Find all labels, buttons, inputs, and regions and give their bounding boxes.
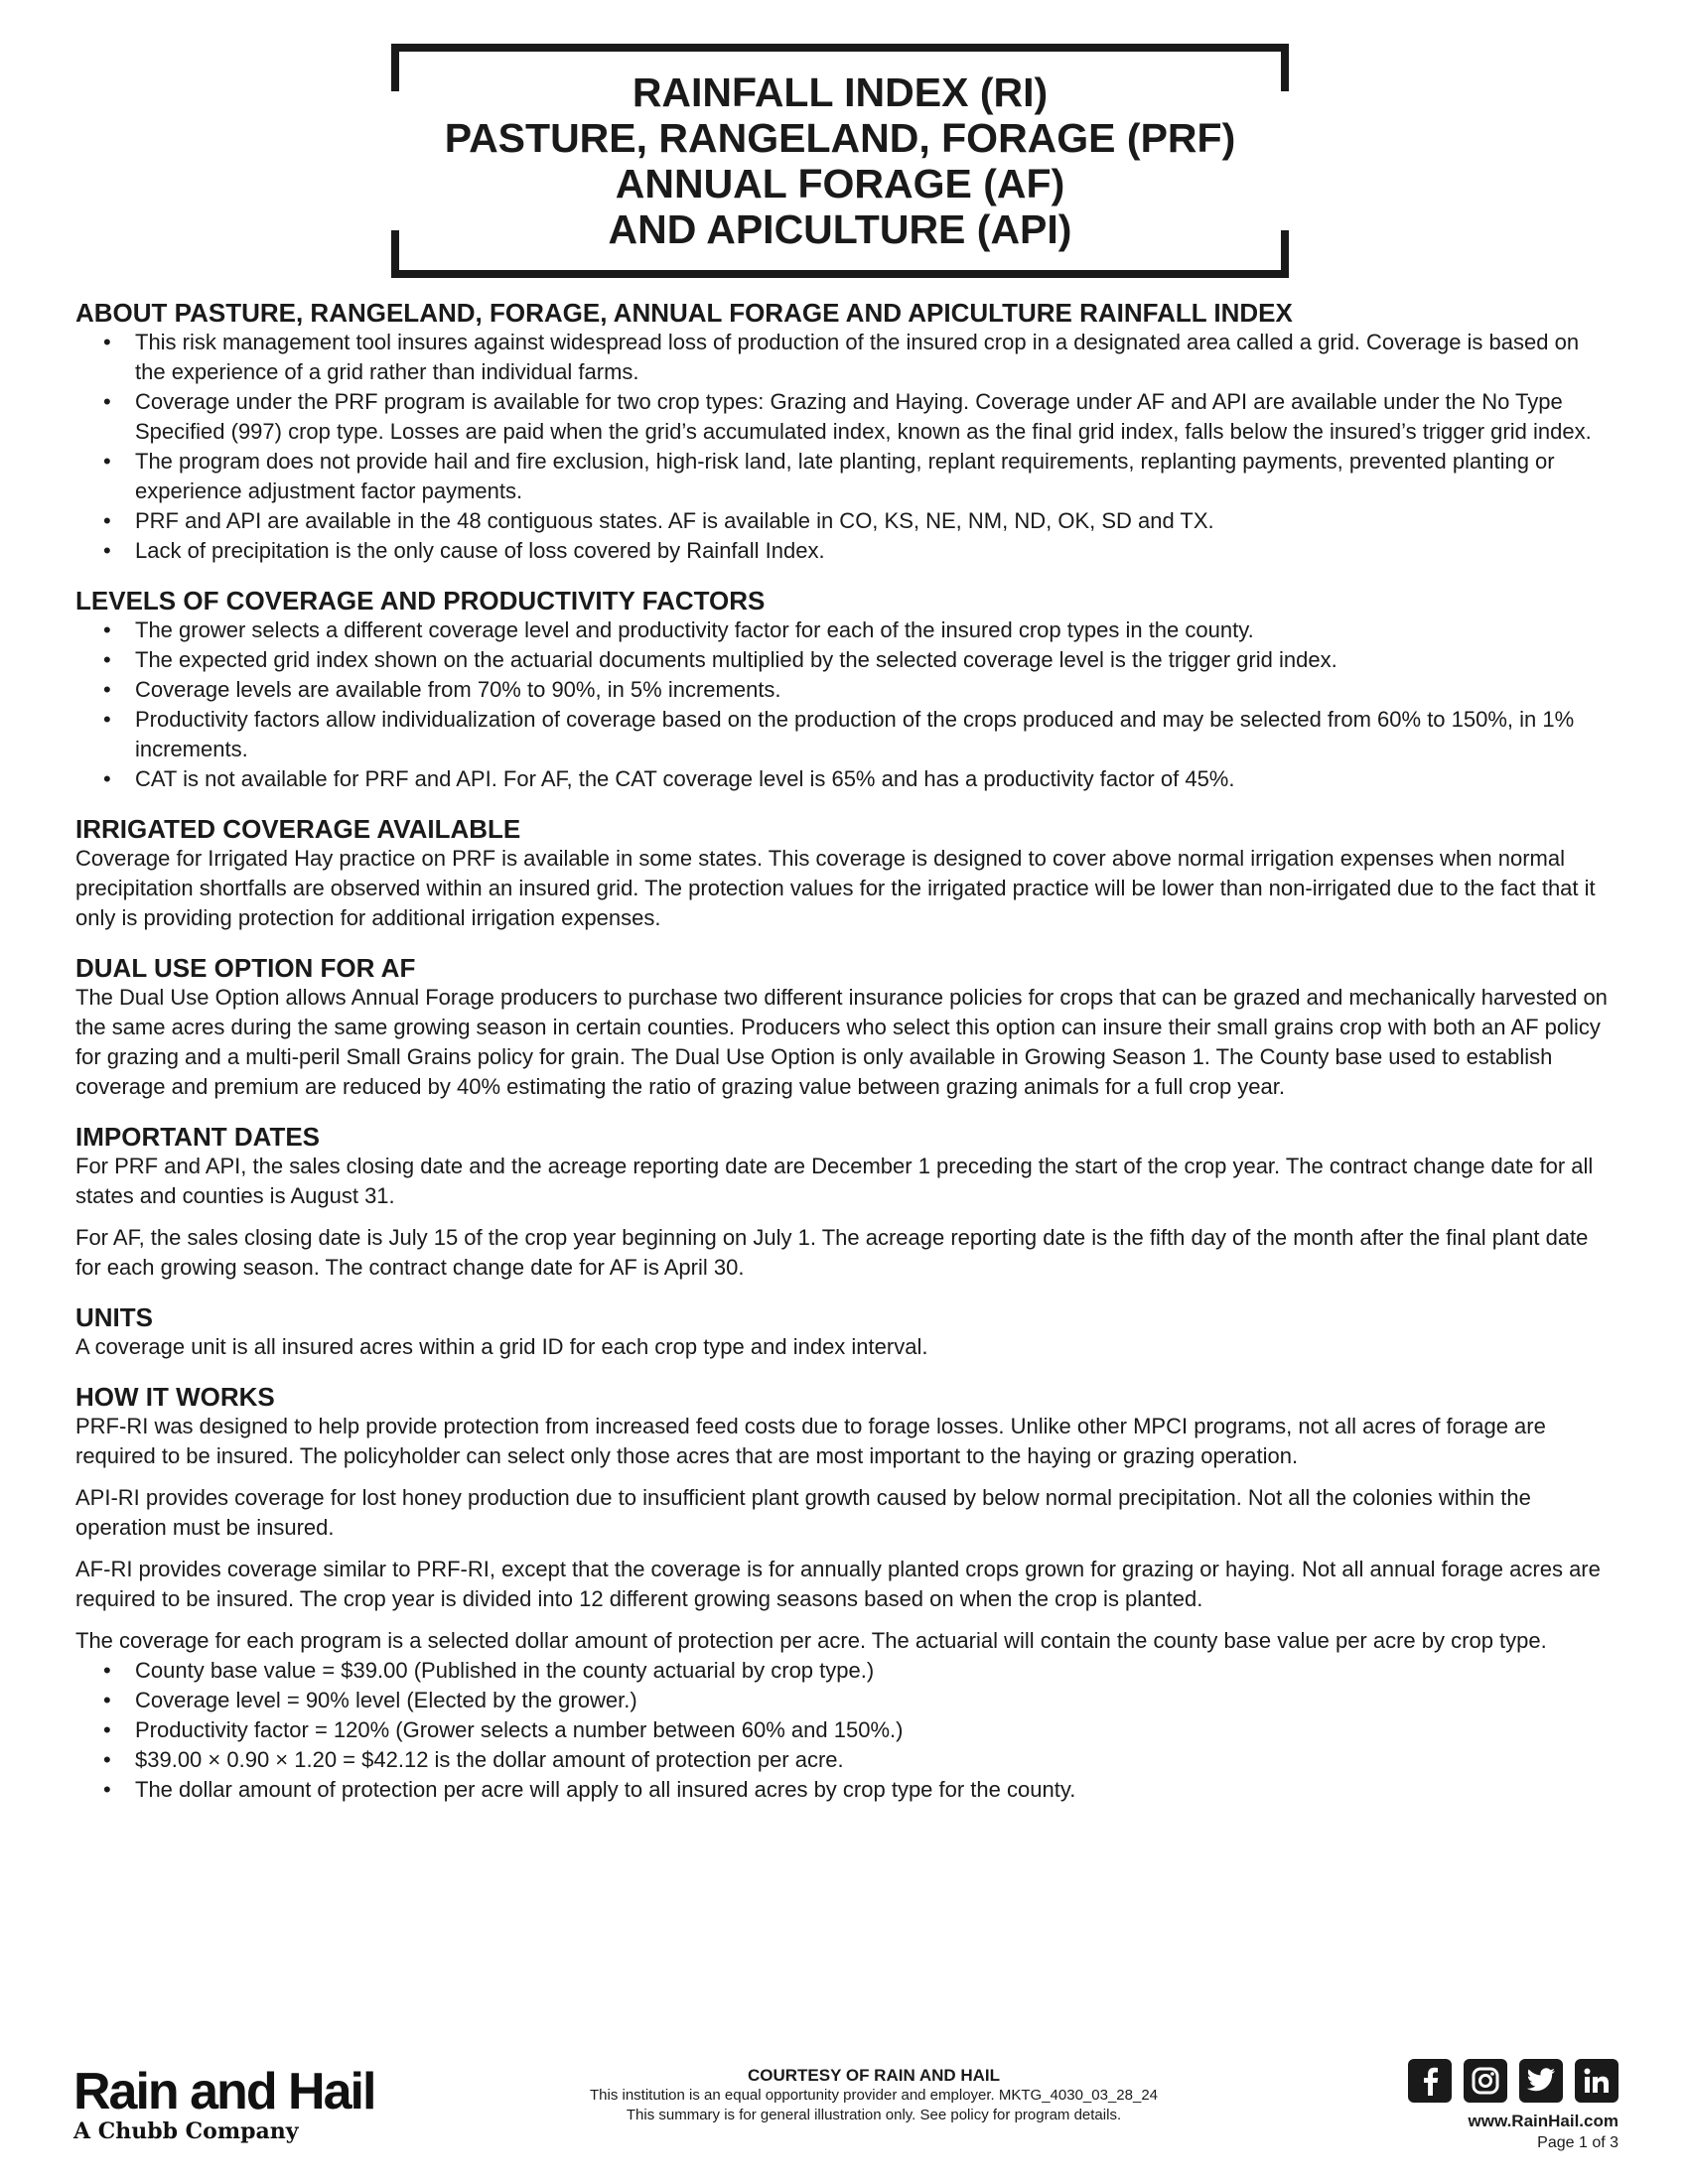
section-heading: IRRIGATED COVERAGE AVAILABLE bbox=[75, 814, 521, 844]
bullet-list bbox=[75, 1656, 1615, 1805]
list-item: • Productivity factor = 120% (Grower selects a number between 60% and 150%.) bbox=[75, 1715, 1615, 1745]
social-icons bbox=[1390, 2059, 1618, 2103]
list-item: • This risk management tool insures against widespread loss of production of the insured crop in a designated area called a grid. Coverage is based on the experience of a grid rather than individual farms. bbox=[75, 328, 1615, 387]
courtesy-line: This summary is for general illustration only. See policy for program details. bbox=[626, 2107, 1122, 2123]
logo-tagline: A Chubb Company bbox=[73, 2118, 299, 2144]
social-block bbox=[1390, 2059, 1618, 2154]
section-heading: ABOUT PASTURE, RANGELAND, FORAGE, ANNUAL FORAGE AND APICULTURE RAINFALL INDEX bbox=[75, 298, 1293, 328]
page-title bbox=[391, 69, 1289, 252]
courtesy-title: COURTESY OF RAIN AND HAIL bbox=[747, 2066, 1001, 2085]
paragraph: Coverage for Irrigated Hay practice on PRF is available in some states. This coverage is designed to cover above normal irrigation expenses when normal precipitation shortfalls are observed within an insured grid. The protection values for the irrigated practice will be lower than non-irrigated due to the fact that it only is providing protection for additional irrigation expenses. bbox=[75, 846, 1596, 930]
section-heading: UNITS bbox=[75, 1302, 153, 1332]
paragraph: The Dual Use Option allows Annual Forage producers to purchase two different insurance policies for crops that can be grazed and mechanically harvested on the same acres during the same growing season in certain counties. Producers who select this option can insure their small grains crop with both an AF policy for grazing and a multi-peril Small Grains policy for grain. The Dual Use Option is only available in Growing Season 1. The County base used to establish coverage and premium are reduced by 40% estimating the ratio of grazing value between grazing animals for a full crop year. bbox=[75, 985, 1608, 1099]
section-heading: HOW IT WORKS bbox=[75, 1382, 275, 1412]
paragraph: AF-RI provides coverage similar to PRF-RI, except that the coverage is for annually planted crops grown for grazing or haying. Not all annual forage acres are required to be insured. The crop year is divided into 12 different growing seasons based on when the crop is planted. bbox=[75, 1557, 1601, 1611]
section-heading: IMPORTANT DATES bbox=[75, 1122, 321, 1152]
title-box bbox=[391, 44, 1289, 278]
section-levels bbox=[75, 586, 1615, 794]
list-item: • CAT is not available for PRF and API. For AF, the CAT coverage level is 65% and has a productivity factor of 45%. bbox=[75, 764, 1615, 794]
list-item: • PRF and API are available in the 48 contiguous states. AF is available in CO, KS, NE, NM, ND, OK, SD and TX. bbox=[75, 506, 1615, 536]
title-line: RAINFALL INDEX (RI) bbox=[632, 69, 1049, 115]
section-irrigated bbox=[75, 814, 1615, 933]
title-line: ANNUAL FORAGE (AF) bbox=[615, 161, 1065, 206]
list-item: • The grower selects a different coverage level and productivity factor for each of the insured crop types in the county. bbox=[75, 615, 1615, 645]
list-item: • The expected grid index shown on the actuarial documents multiplied by the selected coverage level is the trigger grid index. bbox=[75, 645, 1615, 675]
bullet-list bbox=[75, 615, 1615, 794]
section-dual-use bbox=[75, 953, 1615, 1102]
paragraph: A coverage unit is all insured acres within a grid ID for each crop type and index interval. bbox=[75, 1334, 928, 1359]
list-item: • $39.00 × 0.90 × 1.20 = $42.12 is the dollar amount of protection per acre. bbox=[75, 1745, 1615, 1775]
list-item: • County base value = $39.00 (Published in the county actuarial by crop type.) bbox=[75, 1656, 1615, 1686]
document-body bbox=[75, 298, 1615, 1825]
section-heading: DUAL USE OPTION FOR AF bbox=[75, 953, 416, 983]
paragraph: API-RI provides coverage for lost honey production due to insufficient plant growth caused by below normal precipitation. Not all the colonies within the operation must be insured. bbox=[75, 1485, 1531, 1540]
paragraph: The coverage for each program is a selected dollar amount of protection per acre. The actuarial will contain the county base value per acre by crop type. bbox=[75, 1628, 1547, 1653]
list-item: • The dollar amount of protection per acre will apply to all insured acres by crop type for the county. bbox=[75, 1775, 1615, 1805]
section-how-it-works bbox=[75, 1382, 1615, 1805]
title-line: AND APICULTURE (API) bbox=[608, 206, 1072, 252]
list-item: • Coverage level = 90% level (Elected by the grower.) bbox=[75, 1686, 1615, 1715]
website-link[interactable]: www.RainHail.com bbox=[1468, 2112, 1618, 2130]
list-item: • The program does not provide hail and fire exclusion, high-risk land, late planting, replant requirements, replanting payments, prevented planting or experience adjustment factor payments. bbox=[75, 447, 1615, 506]
twitter-icon[interactable] bbox=[1519, 2059, 1563, 2103]
section-dates bbox=[75, 1122, 1615, 1283]
list-item: • Coverage under the PRF program is available for two crop types: Grazing and Haying. Coverage under AF and API are available under the No Type Specified (997) crop type. Losses are paid when the grid’s accumulated index, known as the final grid index, falls below the insured’s trigger grid index. bbox=[75, 387, 1615, 447]
title-box-top-rule bbox=[391, 44, 1289, 52]
page-number: Page 1 of 3 bbox=[1537, 2134, 1618, 2151]
instagram-icon[interactable] bbox=[1464, 2059, 1507, 2103]
logo-wordmark: Rain and Hail bbox=[73, 2063, 375, 2120]
title-line: PASTURE, RANGELAND, FORAGE (PRF) bbox=[444, 115, 1236, 161]
section-heading: LEVELS OF COVERAGE AND PRODUCTIVITY FACTORS bbox=[75, 586, 766, 615]
paragraph: For AF, the sales closing date is July 15 of the crop year beginning on July 1. The acreage reporting date is the fifth day of the month after the final plant date for each growing season. The contract change date for AF is April 30. bbox=[75, 1225, 1589, 1280]
paragraph: PRF-RI was designed to help provide protection from increased feed costs due to forage losses. Unlike other MPCI programs, not all acres of forage are required to be insured. The policyholder can select only those acres that are most important to the haying or grazing operation. bbox=[75, 1414, 1546, 1468]
list-item: • Lack of precipitation is the only cause of loss covered by Rainfall Index. bbox=[75, 536, 1615, 566]
linkedin-icon[interactable] bbox=[1575, 2059, 1618, 2103]
section-about bbox=[75, 298, 1615, 566]
section-units bbox=[75, 1302, 1615, 1362]
rain-and-hail-logo bbox=[73, 2065, 374, 2144]
footer bbox=[0, 2045, 1688, 2184]
courtesy-line: This institution is an equal opportunity provider and employer. MKTG_4030_03_28_24 bbox=[589, 2087, 1159, 2104]
paragraph: For PRF and API, the sales closing date and the acreage reporting date are December 1 preceding the start of the crop year. The contract change date for all states and counties is August 31. bbox=[75, 1154, 1594, 1208]
list-item: • Coverage levels are available from 70% to 90%, in 5% increments. bbox=[75, 675, 1615, 705]
courtesy-block bbox=[427, 2065, 1321, 2125]
list-item: • Productivity factors allow individualization of coverage based on the production of the crops produced and may be selected from 60% to 150%, in 1% increments. bbox=[75, 705, 1615, 764]
facebook-icon[interactable] bbox=[1408, 2059, 1452, 2103]
bullet-list bbox=[75, 328, 1615, 566]
title-box-bottom-rule bbox=[391, 270, 1289, 278]
